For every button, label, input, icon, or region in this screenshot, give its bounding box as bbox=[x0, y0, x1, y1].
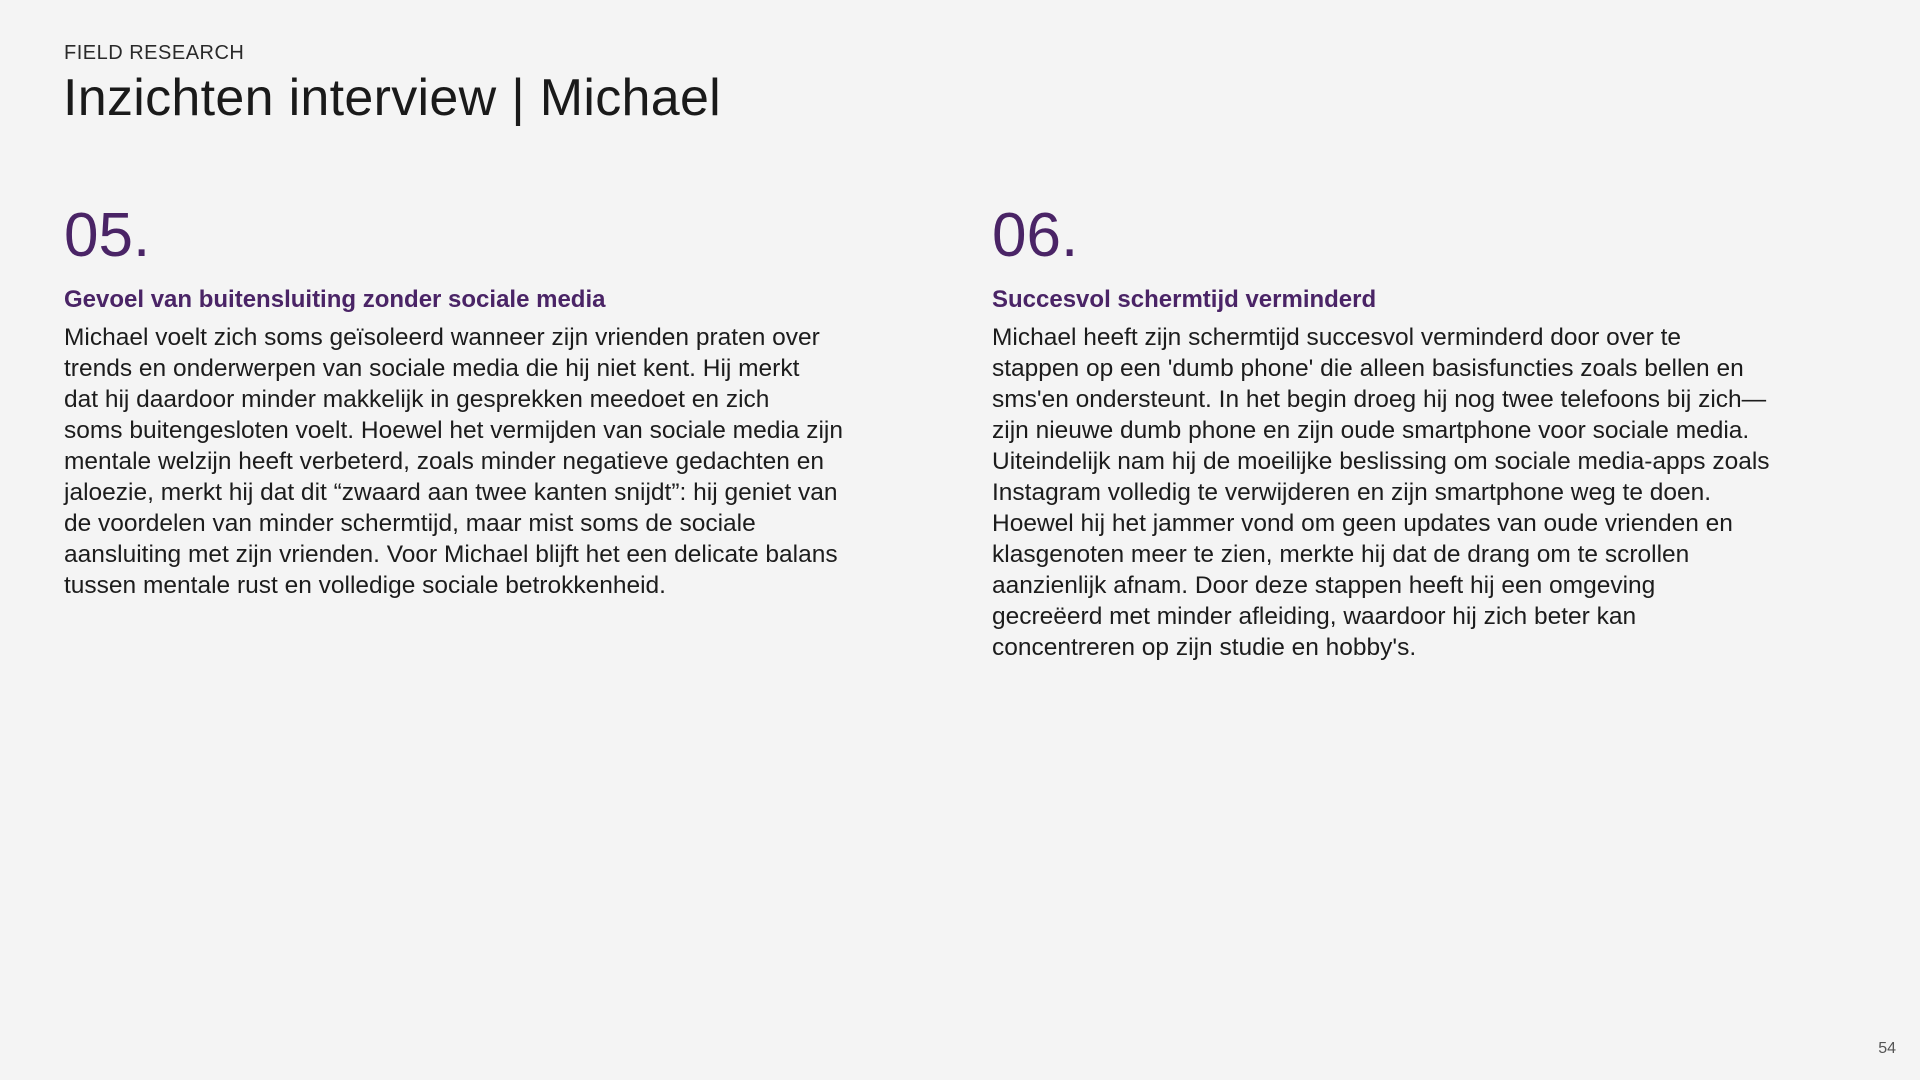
section-eyebrow: FIELD RESEARCH bbox=[64, 42, 245, 64]
insight-body: Michael heeft zijn schermtijd succesvol verminderd door over te stappen op een 'dumb phone' die alleen basisfuncties zoals bellen en sms'en ondersteunt. In het begin droeg hij nog twee telefoons bij zich— zijn nieuwe dumb phone en zijn oude smartphone voor sociale media. Uiteindelijk nam hij de moeilijke beslissing om sociale media-apps zoals Instagram volledig te verwijderen en zijn smartphone weg te doen. Hoewel hij het jammer vond om geen updates van oude vrienden en klasgenoten meer te zien, merkte hij dat de drang om te scrollen aanzienlijk afnam. Door deze stappen heeft hij een omgeving gecreëerd met minder afleiding, waardoor hij zich beter kan concentreren op zijn studie en hobby's. bbox=[992, 324, 1770, 661]
page-number: 54 bbox=[1878, 1040, 1896, 1057]
insight-card-06 bbox=[992, 196, 1872, 663]
insight-heading: Gevoel van buitensluiting zonder sociale media bbox=[64, 286, 606, 313]
insight-heading: Succesvol schermtijd verminderd bbox=[992, 286, 1377, 313]
insight-number: 05. bbox=[64, 201, 151, 270]
insight-card-05 bbox=[64, 196, 944, 601]
insight-number: 06. bbox=[992, 201, 1079, 270]
page-title: Inzichten interview | Michael bbox=[63, 69, 722, 127]
insight-body: Michael voelt zich soms geïsoleerd wanneer zijn vrienden praten over trends en onderwerpen van sociale media die hij niet kent. Hij merkt dat hij daardoor minder makkelijk in gesprekken meedoet en zich soms buitengesloten voelt. Hoewel het vermijden van sociale media zijn mentale welzijn heeft verbeterd, zoals minder negatieve gedachten en jaloezie, merkt hij dat dit “zwaard aan twee kanten snijdt”: hij geniet van de voordelen van minder schermtijd, maar mist soms de sociale aansluiting met zijn vrienden. Voor Michael blijft het een delicate balans tussen mentale rust en volledige sociale betrokkenheid. bbox=[64, 324, 843, 599]
